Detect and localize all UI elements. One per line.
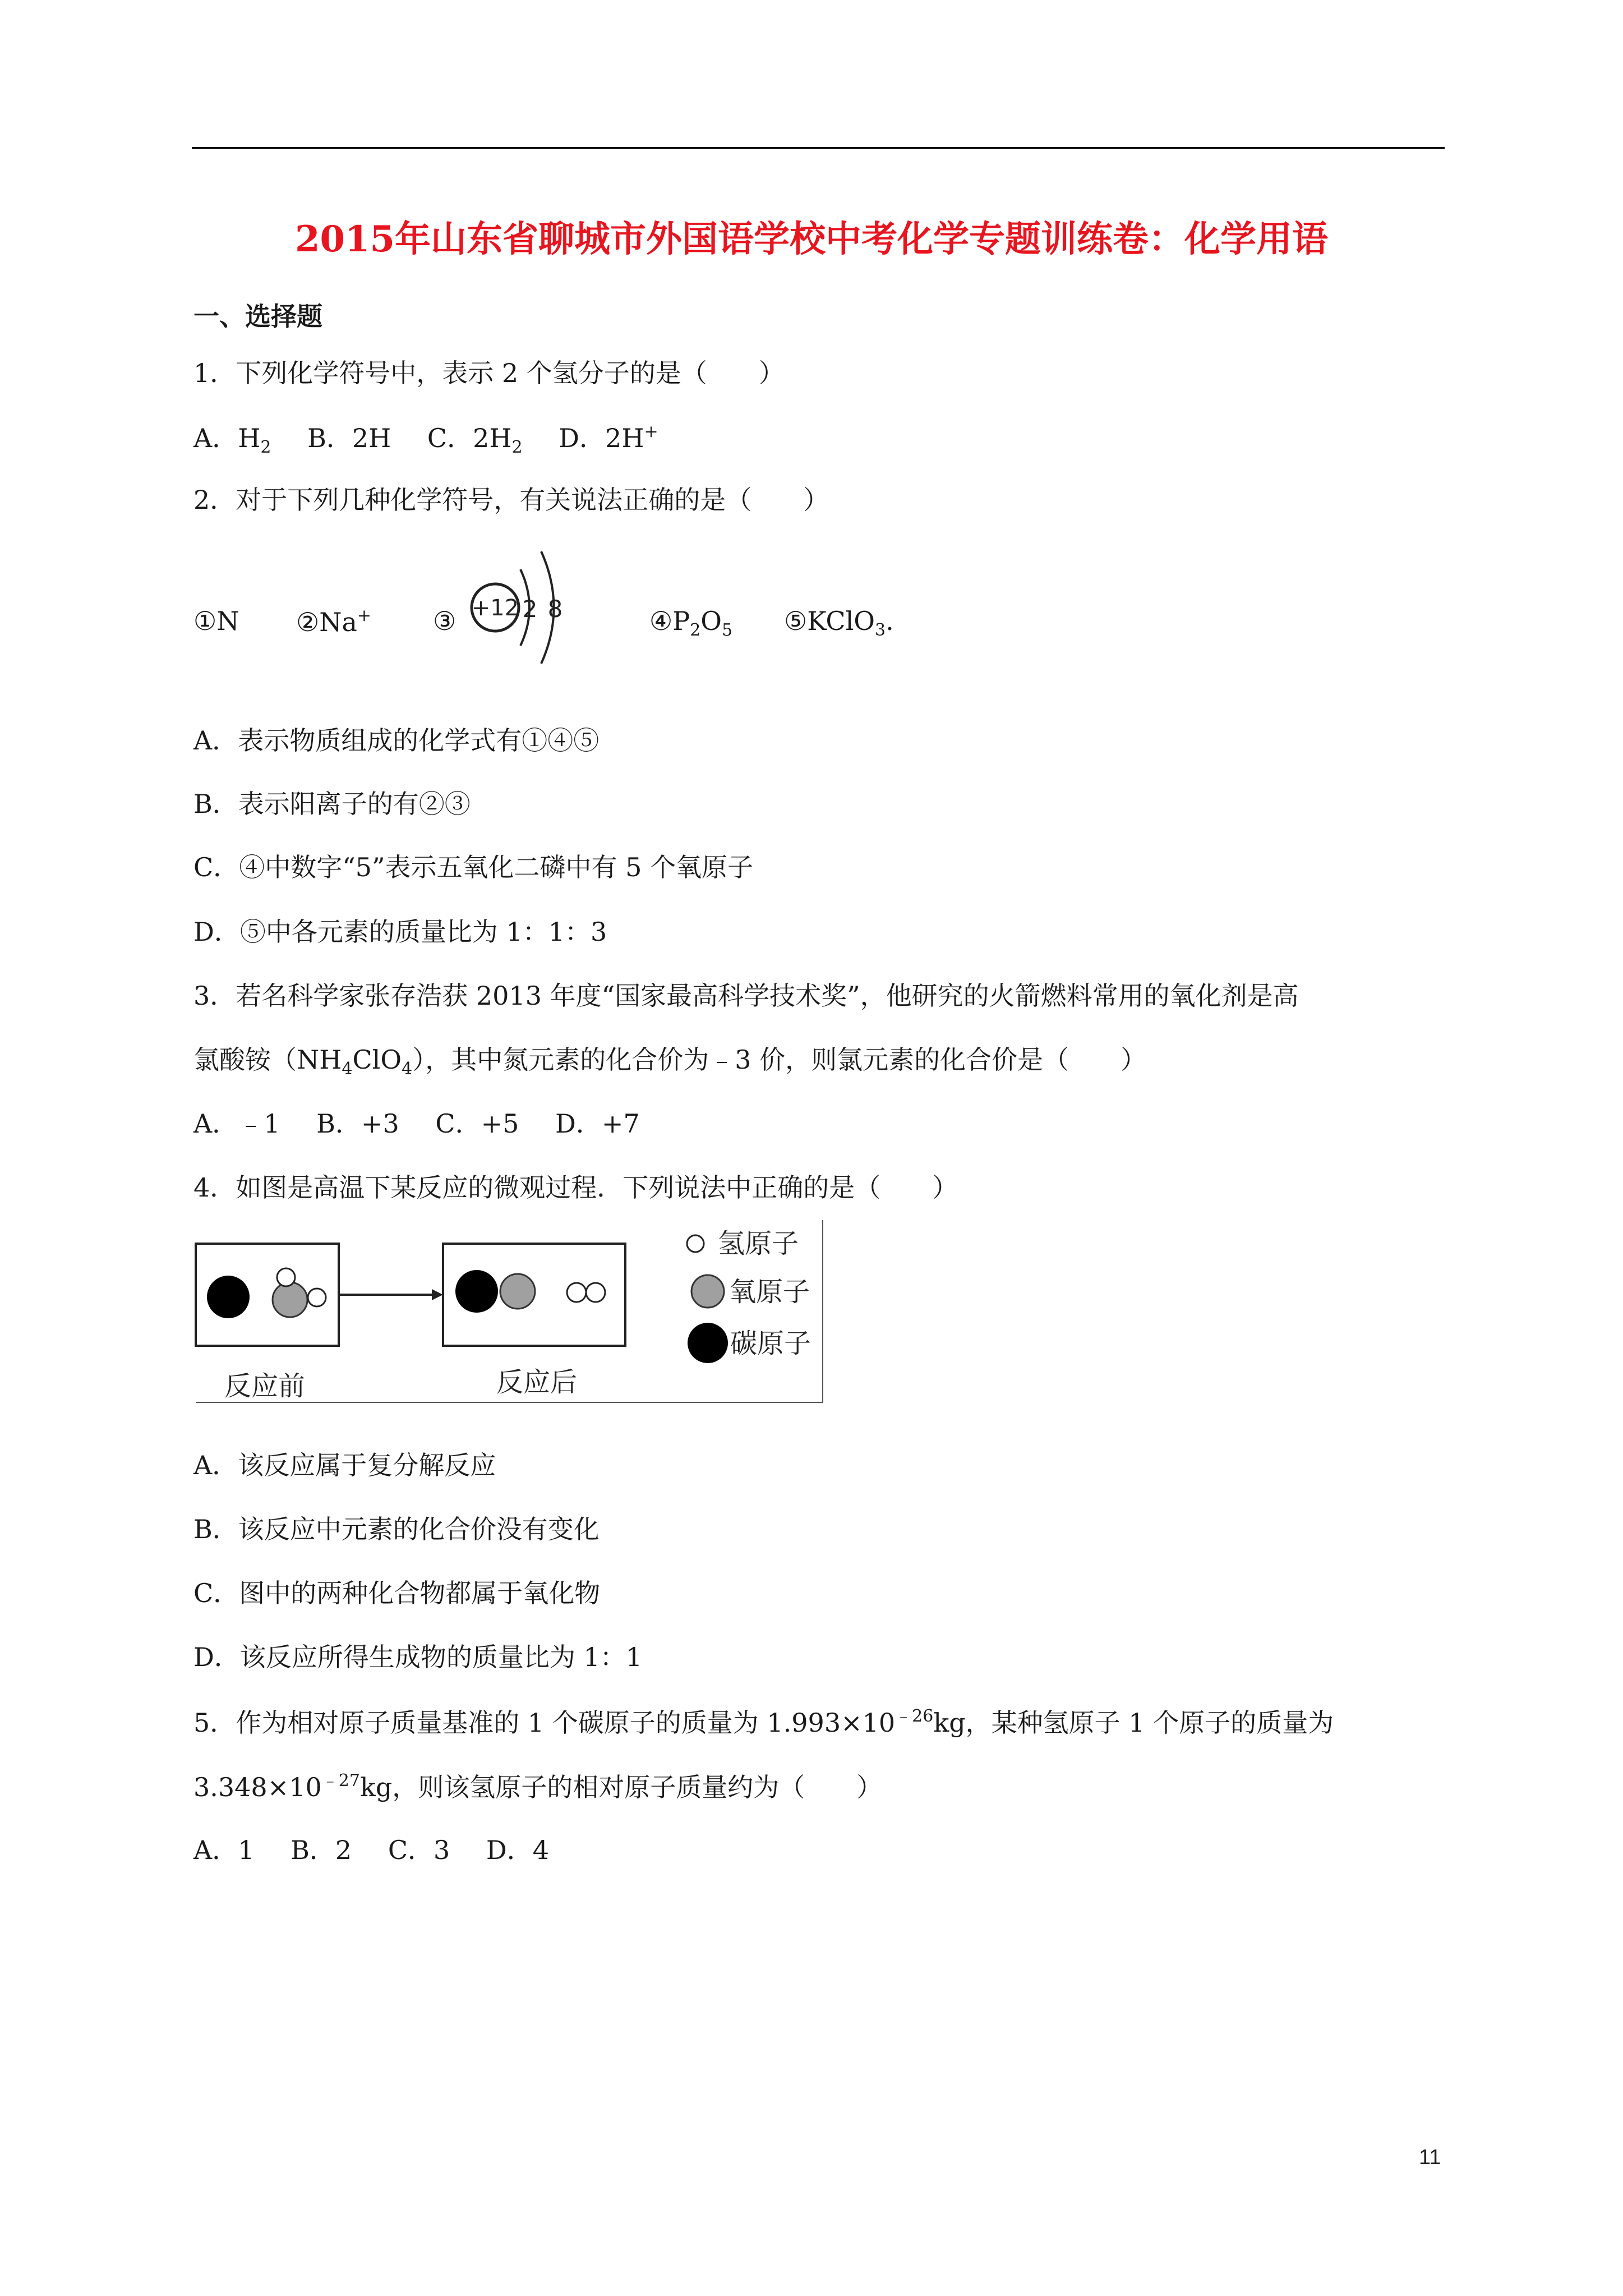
legend-hydrogen: 氢原子: [718, 1228, 799, 1259]
label-before: 反应前: [224, 1370, 306, 1402]
q1-option-a: A．$H_2$: [193, 423, 271, 457]
q3-stem-line-1: 3．若名科学家张存浩获 2013 年度“国家最高科学技术奖”，他研究的火箭燃料常用的氧化剂是高: [193, 981, 1299, 1011]
q5-stem-line-1: 5．作为相对原子质量基准的 1 个碳原子的质量为 $1.993\times 10^{﹣26}kg$，某种氢原子 1 个原子的质量为: [193, 1706, 1334, 1738]
q2-symbol-1: ①N: [193, 606, 239, 636]
q2-symbol-2: ②Na+: [296, 606, 372, 637]
q3-option-b: B．+3: [316, 1108, 399, 1139]
carbon-atom: [455, 1270, 498, 1313]
oxygen-atom: [273, 1282, 307, 1317]
q2-symbol-3: ③: [433, 606, 457, 636]
section-heading: 一、选择题: [193, 301, 322, 332]
hydrogen-atom: [308, 1289, 326, 1306]
q4-option-a: A．该反应属于复分解反应: [193, 1450, 496, 1480]
legend-carbon: 碳原子: [730, 1328, 811, 1359]
q1-option-c: C．$2H_2$: [427, 423, 523, 457]
q5-option-c: C．3: [388, 1835, 450, 1865]
legend-hydrogen-swatch: [687, 1235, 704, 1252]
header-rule: [192, 147, 1445, 149]
q3-options: [193, 1108, 668, 1139]
q2-stem: 2．对于下列几种化学符号，有关说法正确的是（ ）: [193, 485, 829, 515]
q5-stem-line-2: $3.348\times 10^{﹣27}kg$，则该氢原子的相对原子质量约为（ ）: [193, 1771, 883, 1802]
atom-shell-2-count: 8: [547, 595, 563, 623]
q2-option-c: C．④中数字“5”表示五氧化二磷中有 5 个氧原子: [193, 852, 754, 882]
legend-oxygen: 氧原子: [729, 1276, 810, 1308]
oxygen-atom: [500, 1274, 535, 1309]
q3-option-d: D．+7: [555, 1108, 640, 1139]
hydrogen-atom: [586, 1283, 605, 1302]
hydrogen-atom: [277, 1268, 295, 1286]
q3-option-c: C．+5: [435, 1108, 519, 1139]
q5-option-b: B．2: [291, 1835, 352, 1865]
q1-option-b: B．2H: [307, 423, 391, 453]
legend-carbon-swatch: [688, 1323, 728, 1363]
legend-oxygen-swatch: [691, 1275, 724, 1308]
q2-symbol-4: $④P_2O_5$: [649, 606, 733, 640]
reaction-diagram: [193, 1220, 827, 1405]
q3-stem-line-2: 氯酸铵$(NH_4ClO_4)$，其中氮元素的化合价为﹣3 价，则氯元素的化合价是（ ）: [193, 1045, 1147, 1079]
arrow-head: [432, 1289, 443, 1300]
q4-stem: 4．如图是高温下某反应的微观过程．下列说法中正确的是（ ）: [193, 1172, 958, 1203]
q4-option-c: C．图中的两种化合物都属于氧化物: [193, 1578, 601, 1608]
q4-option-d: D．该反应所得生成物的质量比为 1：1: [193, 1642, 643, 1672]
q2-option-d: D．⑤中各元素的质量比为 1：1：3: [193, 917, 607, 947]
q1-options: [193, 424, 686, 456]
q3-option-a: A．﹣1: [193, 1108, 280, 1139]
q1-stem: 1．下列化学符号中，表示 2 个氢分子的是（ ）: [193, 358, 785, 388]
atom-nucleus-charge: +12: [471, 595, 519, 621]
atom-shell-1-count: 2: [522, 595, 538, 623]
q4-option-b: B．该反应中元素的化合价没有变化: [193, 1514, 600, 1544]
q1-option-d: D．2H+: [559, 422, 658, 453]
page-title: 2015年山东省聊城市外国语学校中考化学专题训练卷：化学用语: [294, 218, 1329, 260]
q2-symbol-5: ⑤KClO$_3$.: [784, 606, 894, 640]
hydrogen-atom: [567, 1283, 586, 1302]
label-after: 反应后: [496, 1366, 578, 1398]
atom-structure-diagram: [463, 536, 583, 679]
q5-option-d: D．4: [486, 1835, 550, 1865]
q2-option-b: B．表示阳离子的有②③: [193, 789, 471, 819]
page-number: 11: [1419, 2146, 1441, 2169]
q5-options: [193, 1837, 577, 1863]
q5-option-a: A．1: [193, 1835, 255, 1865]
q2-option-a: A．表示物质组成的化学式有①④⑤: [193, 725, 600, 756]
carbon-atom: [207, 1276, 250, 1318]
